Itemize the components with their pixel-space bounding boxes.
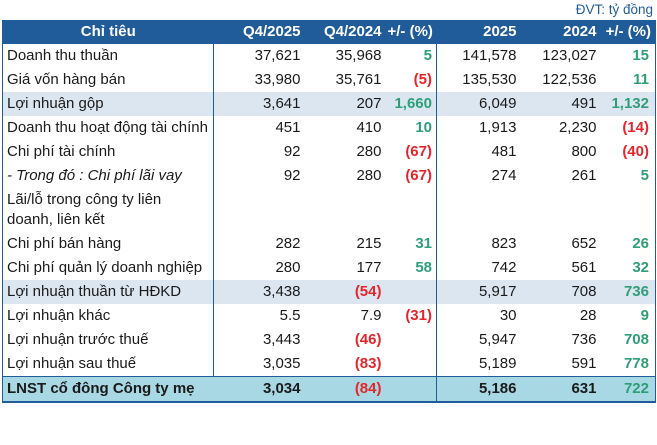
header-q4-change: +/- (%) <box>388 20 437 44</box>
cell-2024: 652 <box>571 235 597 252</box>
financial-results-table <box>2 20 656 403</box>
cell-q4-change: (67) <box>388 164 437 188</box>
cell-q4-change <box>388 352 437 377</box>
cell-year-change: 722 <box>623 380 649 397</box>
table-row <box>3 280 656 304</box>
cell-year-change: (14) <box>622 119 649 136</box>
cell-2024: 28 <box>579 307 597 324</box>
table-row <box>3 188 656 232</box>
cell-q4-change: (67) <box>388 140 437 164</box>
cell-2024: 2,230 <box>558 119 597 136</box>
header-2025: 2025 <box>437 20 523 44</box>
cell-2025: 141,578 <box>462 47 517 64</box>
row-label: Lợi nhuận khác <box>3 304 214 328</box>
cell-year-change: 1,132 <box>611 95 649 112</box>
cell-year-change: 26 <box>632 235 649 252</box>
cell-2025: 1,913 <box>478 119 517 136</box>
cell-year-change: 15 <box>632 47 649 64</box>
cell-q4-2025: 37,621 <box>254 47 301 64</box>
cell-q4-2025: 451 <box>275 119 301 136</box>
cell-2025: 481 <box>491 143 517 160</box>
header-row <box>3 20 656 44</box>
cell-q4-2025: 92 <box>283 167 301 184</box>
cell-2024: 491 <box>571 95 597 112</box>
unit-label: ĐVT: tỷ đồng <box>575 2 653 17</box>
header-q4-2024: Q4/2024 <box>307 20 388 44</box>
cell-q4-2024: (46) <box>354 331 382 348</box>
cell-2024: 261 <box>571 167 597 184</box>
row-label: LNST cổ đông Công ty mẹ <box>7 380 195 397</box>
cell-2024: 736 <box>571 331 597 348</box>
cell-year-change: 778 <box>623 355 649 372</box>
cell-year-change: 5 <box>640 167 649 184</box>
table-row <box>3 164 656 188</box>
row-label: Lợi nhuận sau thuế <box>3 352 214 377</box>
header-chi-tieu: Chỉ tiêu <box>3 20 214 44</box>
table-row <box>3 44 656 68</box>
cell-2024 <box>523 188 603 232</box>
header-q4-2025: Q4/2025 <box>214 20 307 44</box>
cell-year-change: 9 <box>640 307 649 324</box>
cell-2025: 135,530 <box>462 71 517 88</box>
row-label: - Trong đó : Chi phí lãi vay <box>3 164 214 188</box>
cell-2025: 6,049 <box>478 95 517 112</box>
cell-2024: 561 <box>571 259 597 276</box>
cell-2025: 30 <box>499 307 517 324</box>
table-row <box>3 304 656 328</box>
table-row <box>3 92 656 116</box>
table-row <box>3 352 656 377</box>
cell-q4-2024: (84) <box>354 380 382 397</box>
cell-2024: 800 <box>571 143 597 160</box>
cell-q4-change: 58 <box>388 256 437 280</box>
row-label: Lợi nhuận thuần từ HĐKD <box>3 280 214 304</box>
table-row <box>3 116 656 140</box>
cell-q4-2024: 35,761 <box>335 71 382 88</box>
row-label: Lãi/lỗ trong công ty liên doanh, liên kết <box>3 188 214 232</box>
cell-q4-2024: (83) <box>354 355 382 372</box>
cell-year-change: 32 <box>632 259 649 276</box>
cell-2024: 122,536 <box>542 71 597 88</box>
cell-q4-2024: 35,968 <box>335 47 382 64</box>
cell-q4-change <box>388 377 437 403</box>
cell-2025: 274 <box>491 167 517 184</box>
cell-q4-2025: 3,438 <box>262 283 301 300</box>
cell-q4-change: 5 <box>388 44 437 68</box>
cell-q4-2025: 3,035 <box>262 355 301 372</box>
row-label: Doanh thu thuần <box>3 44 214 68</box>
row-label: Chi phí quản lý doanh nghiệp <box>3 256 214 280</box>
cell-2025: 5,189 <box>478 355 517 372</box>
cell-q4-2025: 3,034 <box>262 380 301 397</box>
cell-q4-2025: 5.5 <box>279 307 301 324</box>
cell-q4-change <box>388 328 437 352</box>
cell-q4-2024: 207 <box>356 95 382 112</box>
cell-q4-change: 31 <box>388 232 437 256</box>
cell-q4-change: 10 <box>388 116 437 140</box>
cell-q4-2025: 92 <box>283 143 301 160</box>
cell-q4-2024: 280 <box>356 143 382 160</box>
cell-q4-2025: 282 <box>275 235 301 252</box>
table-header <box>3 20 656 44</box>
cell-2025: 742 <box>491 259 517 276</box>
cell-2025: 5,186 <box>478 380 517 397</box>
row-label: Lợi nhuận gộp <box>3 92 214 116</box>
row-label: Chi phí tài chính <box>3 140 214 164</box>
cell-2024: 591 <box>571 355 597 372</box>
table-row <box>3 232 656 256</box>
row-label: Giá vốn hàng bán <box>3 68 214 92</box>
row-label: Lợi nhuận trước thuế <box>3 328 214 352</box>
cell-q4-2025: 280 <box>275 259 301 276</box>
table-row <box>3 256 656 280</box>
cell-year-change: 708 <box>623 331 649 348</box>
cell-2025: 823 <box>491 235 517 252</box>
table-row <box>3 377 656 403</box>
cell-2025: 5,947 <box>478 331 517 348</box>
cell-2024: 123,027 <box>542 47 597 64</box>
cell-2025: 5,917 <box>478 283 517 300</box>
cell-year-change <box>603 188 656 232</box>
cell-2025 <box>437 188 523 232</box>
cell-year-change: 11 <box>633 71 649 88</box>
cell-q4-change: 1,660 <box>388 92 437 116</box>
cell-q4-2024 <box>307 188 388 232</box>
cell-q4-2024: 410 <box>356 119 382 136</box>
cell-2024: 631 <box>571 380 597 397</box>
cell-q4-2024: 215 <box>356 235 382 252</box>
cell-q4-2025: 3,443 <box>262 331 301 348</box>
table-row <box>3 140 656 164</box>
cell-q4-change: (31) <box>388 304 437 328</box>
header-year-change: +/- (%) <box>603 20 656 44</box>
cell-2024: 708 <box>571 283 597 300</box>
cell-q4-2024: 280 <box>356 167 382 184</box>
cell-q4-2024: (54) <box>354 283 382 300</box>
table-row <box>3 328 656 352</box>
cell-year-change: 736 <box>623 283 649 300</box>
table-body <box>3 44 656 402</box>
cell-q4-2024: 7.9 <box>360 307 382 324</box>
cell-q4-2024: 177 <box>356 259 382 276</box>
cell-year-change: (40) <box>622 143 649 160</box>
cell-q4-2025 <box>214 188 307 232</box>
cell-q4-2025: 3,641 <box>262 95 301 112</box>
header-2024: 2024 <box>523 20 603 44</box>
cell-q4-2025: 33,980 <box>254 71 301 88</box>
cell-q4-change <box>388 188 437 232</box>
cell-q4-change <box>388 280 437 304</box>
table-row <box>3 68 656 92</box>
row-label: Chi phí bán hàng <box>3 232 214 256</box>
row-label: Doanh thu hoạt động tài chính <box>3 116 214 140</box>
cell-q4-change: (5) <box>388 68 437 92</box>
